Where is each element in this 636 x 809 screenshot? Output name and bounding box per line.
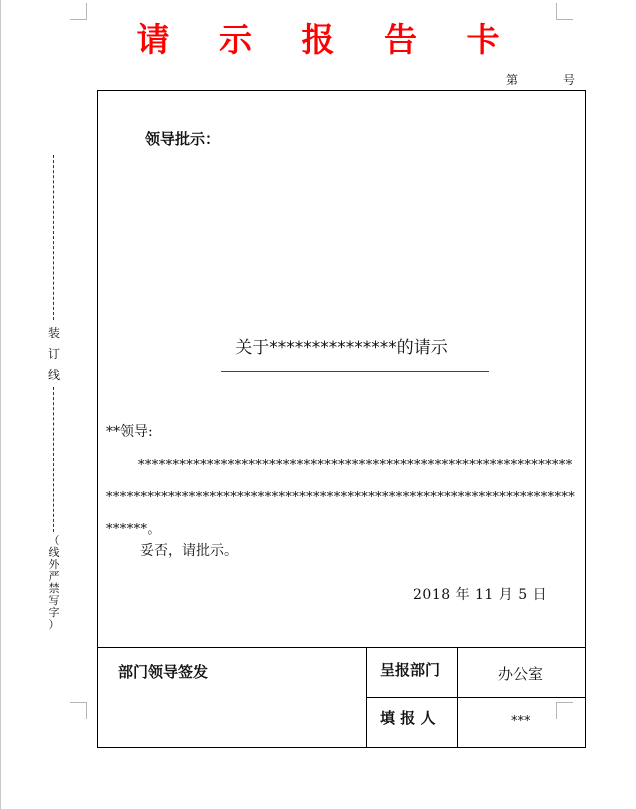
binding-char: 外 xyxy=(48,558,60,571)
crop-mark-bottom-left xyxy=(70,702,87,719)
binding-label xyxy=(46,323,62,386)
body-content: *****************************************************************************************************************************************。 xyxy=(106,458,576,537)
submitting-dept-label: 呈报部门 xyxy=(380,661,441,679)
serial-suffix: 号 xyxy=(563,73,576,87)
binding-char: （ xyxy=(48,534,60,547)
dept-leader-sign-label: 部门领导签发 xyxy=(118,663,209,681)
binding-char: 严 xyxy=(48,570,60,583)
document-title: 请 示 报 告 卡 xyxy=(136,20,519,59)
binding-line xyxy=(46,155,62,630)
subject-underline xyxy=(221,371,489,372)
binding-dash-top xyxy=(53,155,54,320)
page-edge xyxy=(0,0,1,809)
body-text xyxy=(106,450,578,546)
report-date: 2018 年 11 月 5 日 xyxy=(413,587,548,603)
serial-prefix: 第 xyxy=(506,73,519,87)
binding-char: 字 xyxy=(48,606,60,619)
binding-warning xyxy=(46,535,62,631)
report-frame xyxy=(97,90,586,748)
binding-dash-middle xyxy=(53,387,54,532)
binding-char: 禁 xyxy=(48,582,60,595)
binding-char: 写 xyxy=(48,594,60,607)
footer-row-divider xyxy=(366,697,585,698)
closing-line: 妥否，请批示。 xyxy=(140,543,238,559)
salutation: **领导: xyxy=(106,424,153,440)
footer-top-border xyxy=(98,647,585,648)
binding-char: 线 xyxy=(47,368,60,382)
subject-title: 关于***************的请示 xyxy=(235,338,448,358)
reporter-label: 填 报 人 xyxy=(380,709,436,727)
reporter-value: *** xyxy=(511,714,531,729)
binding-char: ） xyxy=(48,618,60,631)
binding-char: 订 xyxy=(47,347,60,361)
submitting-dept-value: 办公室 xyxy=(498,665,544,683)
binding-char: 线 xyxy=(48,546,60,559)
binding-char: 装 xyxy=(47,326,60,340)
approval-label: 领导批示： xyxy=(145,130,221,148)
